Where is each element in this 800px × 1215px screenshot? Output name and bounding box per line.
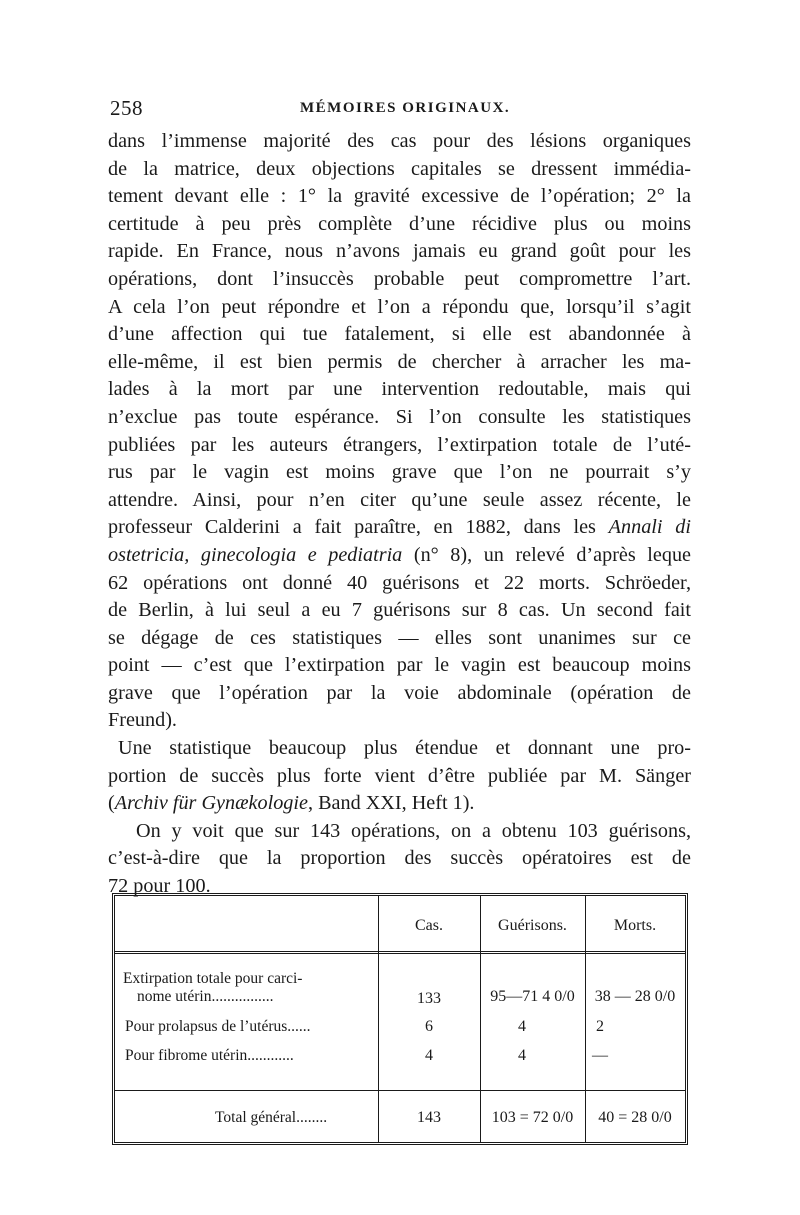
cell-guerisons: 95—71 4 0/0 bbox=[490, 988, 575, 1005]
journal-title-italic: Annali di bbox=[608, 516, 691, 539]
text-fragment: professeur Calderini a fait paraître, en 1882, dans les bbox=[108, 516, 596, 539]
column-header-cas: Cas. bbox=[415, 917, 443, 934]
text-line: de la matrice, deux objections capitales se dressent immédia- bbox=[108, 157, 691, 180]
header-rule bbox=[115, 951, 685, 954]
text-line: rus par le vagin est moins grave que l’on ne pourrait s’y bbox=[108, 461, 691, 484]
row-label: nome utérin................ bbox=[137, 988, 274, 1005]
statistics-table bbox=[112, 893, 688, 1145]
text-fragment: ( bbox=[108, 792, 115, 815]
text-line: d’une affection qui tue fatalement, si elle est abandonnée à bbox=[108, 323, 691, 346]
text-line: n’exclue pas toute espérance. Si l’on consulte les statistiques bbox=[108, 405, 691, 428]
text-line bbox=[108, 514, 691, 542]
running-title: MÉMOIRES ORIGINAUX. bbox=[300, 100, 511, 116]
row-label: Pour prolapsus de l’utérus...... bbox=[125, 1018, 311, 1035]
column-header-guerisons: Guérisons. bbox=[498, 917, 567, 934]
text-line: 72 pour 100. bbox=[108, 875, 211, 898]
total-morts: 40 = 28 0/0 bbox=[598, 1109, 672, 1126]
row-label: Extirpation totale pour carci- bbox=[123, 970, 303, 987]
total-rule bbox=[115, 1090, 685, 1091]
text-fragment: (n° 8), un relevé d’après leque bbox=[413, 543, 691, 566]
text-line: Freund). bbox=[108, 709, 177, 732]
page-number: 258 bbox=[110, 96, 143, 120]
cell-cas: 6 bbox=[425, 1018, 433, 1035]
column-header-morts: Morts. bbox=[613, 917, 657, 934]
text-line: rapide. En France, nous n’avons jamais eu grand goût pour les bbox=[108, 240, 691, 263]
text-line: de Berlin, à lui seul a eu 7 guérisons sur 8 cas. Un second fait bbox=[108, 599, 691, 622]
text-line: grave que l’opération par la voie abdominale (opération de bbox=[108, 681, 691, 704]
cell-cas: 4 bbox=[425, 1047, 433, 1064]
page-header bbox=[110, 96, 690, 124]
text-line: publiées par les auteurs étrangers, l’extirpation totale de l’uté- bbox=[108, 433, 691, 456]
cell-cas: 133 bbox=[417, 990, 441, 1007]
journal-title-italic: Archiv für Gynækologie bbox=[114, 792, 308, 815]
text-line: lades à la mort par une intervention redoutable, mais qui bbox=[108, 378, 691, 401]
text-line: 62 opérations ont donné 40 guérisons et 22 morts. Schröeder, bbox=[108, 571, 691, 594]
text-line: attendre. Ainsi, pour n’en citer qu’une seule assez récente, le bbox=[108, 488, 691, 511]
total-label: Total général........ bbox=[215, 1109, 328, 1126]
text-line: tement devant elle : 1° la gravité excessive de l’opération; 2° la bbox=[108, 185, 691, 208]
text-line: On y voit que sur 143 opérations, on a obtenu 103 guérisons, bbox=[136, 819, 691, 842]
body-text bbox=[108, 128, 691, 901]
text-line: elle-même, il est bien permis de chercher à arracher les ma- bbox=[108, 350, 691, 373]
cell-morts: 2 bbox=[596, 1018, 604, 1035]
text-line: dans l’immense majorité des cas pour des lésions organiques bbox=[108, 130, 691, 152]
text-line: Une statistique beaucoup plus étendue et donnant une pro- bbox=[118, 737, 691, 760]
journal-title-italic: ostetricia, ginecologia e pediatria bbox=[108, 543, 403, 566]
text-line: se dégage de ces statistiques — elles sont unanimes sur ce bbox=[108, 626, 691, 649]
text-line bbox=[108, 790, 691, 818]
text-line: portion de succès plus forte vient d’être publiée par M. Sänger bbox=[108, 764, 691, 787]
text-line bbox=[108, 542, 691, 570]
text-line: A cela l’on peut répondre et l’on a répondu que, lorsqu’il s’agit bbox=[108, 295, 691, 318]
total-cas: 143 bbox=[417, 1109, 441, 1126]
text-line: c’est-à-dire que la proportion des succès opératoires est de bbox=[108, 847, 691, 870]
text-line: opérations, dont l’insuccès probable peut compromettre l’art. bbox=[108, 267, 691, 290]
total-guerisons: 103 = 72 0/0 bbox=[491, 1109, 574, 1126]
text-line: point — c’est que l’extirpation par le vagin est beaucoup moins bbox=[108, 654, 691, 677]
cell-guerisons: 4 bbox=[518, 1018, 526, 1035]
cell-guerisons: 4 bbox=[518, 1047, 526, 1064]
cell-morts: — bbox=[592, 1047, 608, 1064]
cell-morts: 38 — 28 0/0 bbox=[594, 988, 676, 1005]
row-label: Pour fibrome utérin............ bbox=[125, 1047, 294, 1064]
text-line: certitude à peu près complète d’une récidive plus ou moins bbox=[108, 212, 691, 235]
text-fragment: , Band XXI, Heft 1). bbox=[307, 792, 475, 815]
